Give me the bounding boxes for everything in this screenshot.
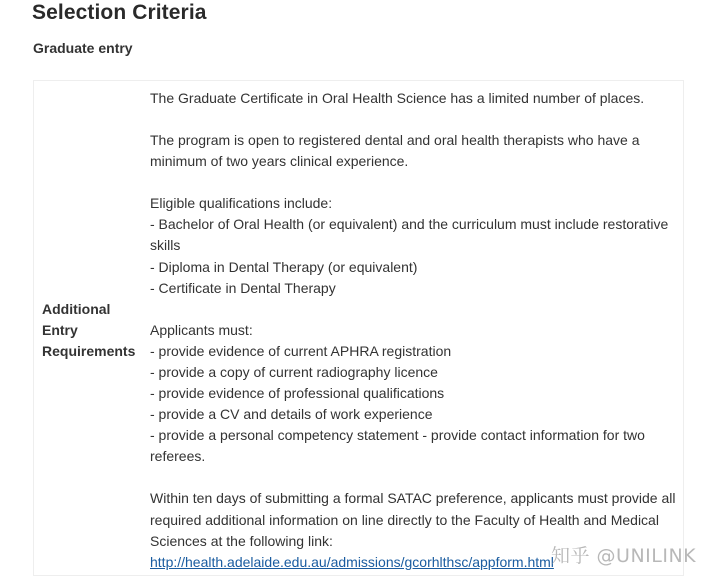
submission-paragraph: Within ten days of submitting a formal SATAC preference, applicants must provide all required additional information on line directly to the Faculty of Health and Medical Sciences at the following link: — [150, 490, 676, 549]
qualification-item: - Bachelor of Oral Health (or equivalent) and the curriculum must include restorative skills — [150, 216, 669, 254]
row-label-line: Requirements — [42, 343, 136, 359]
qualifications-heading: Eligible qualifications include: — [150, 195, 333, 212]
requirements-content — [150, 88, 680, 573]
eligibility-paragraph: The program is open to registered dental and oral health therapists who have a minimum of two years clinical experience. — [150, 132, 640, 170]
applicant-requirement: - provide evidence of current APHRA registration — [150, 342, 452, 359]
section-subtitle: Graduate entry — [33, 40, 133, 56]
page-title: Selection Criteria — [32, 1, 207, 24]
qualification-item: - Diploma in Dental Therapy (or equivalent) — [150, 258, 418, 275]
qualification-item: - Certificate in Dental Therapy — [150, 279, 336, 296]
applicant-requirement: - provide a CV and details of work experience — [150, 406, 433, 423]
applicant-requirement: - provide a personal competency statement - provide contact information for two referees. — [150, 427, 645, 465]
application-form-link[interactable]: http://health.adelaide.edu.au/admissions/gcorhlthsc/appform.html — [150, 553, 554, 570]
applicants-heading: Applicants must: — [150, 321, 253, 338]
intro-paragraph: The Graduate Certificate in Oral Health Science has a limited number of places. — [150, 90, 645, 106]
row-label — [42, 299, 142, 362]
applicant-requirement: - provide evidence of professional qualifications — [150, 385, 445, 402]
applicant-requirement: - provide a copy of current radiography licence — [150, 363, 438, 380]
watermark: 知乎 @UNILINK — [551, 545, 697, 567]
row-label-line: Additional — [42, 301, 111, 317]
criteria-table — [33, 80, 684, 576]
row-label-line: Entry — [42, 322, 78, 338]
